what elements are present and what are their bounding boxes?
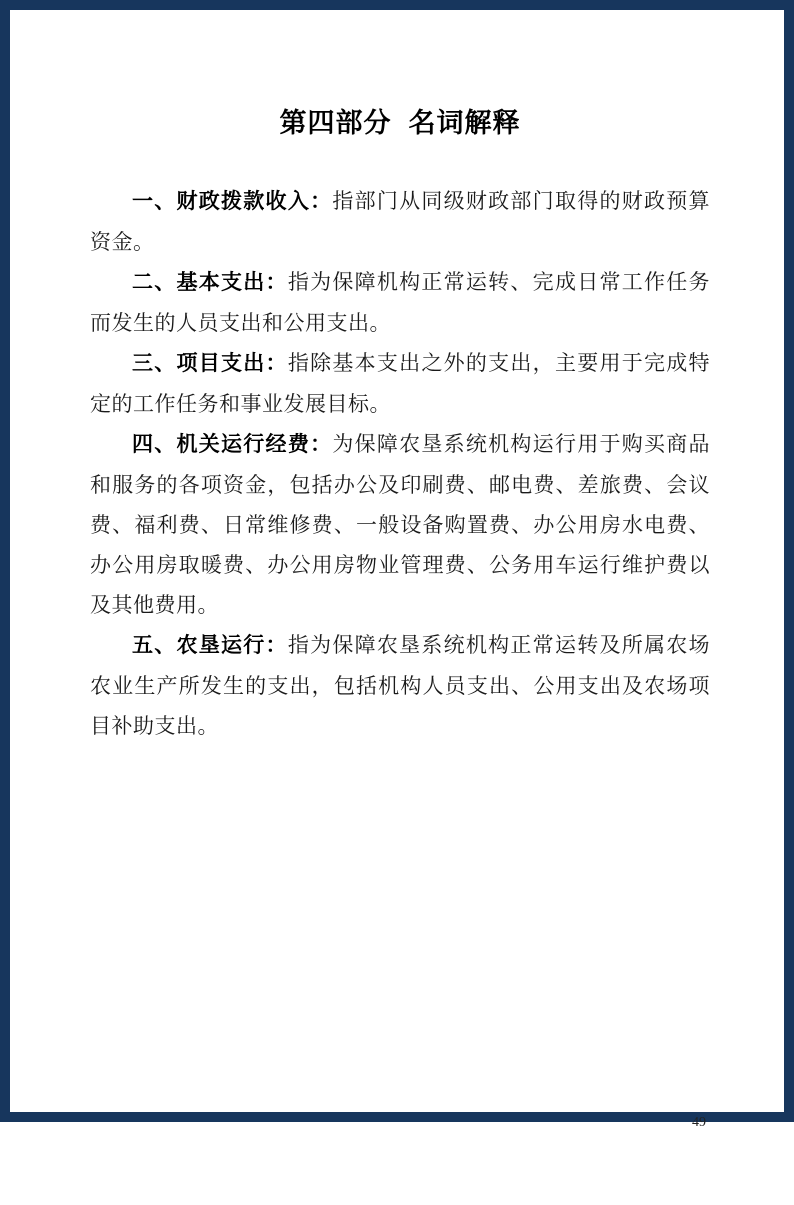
term-label-2: 二、基本支出： <box>132 271 288 294</box>
page-number: 49 <box>692 1115 706 1130</box>
term-paragraph-3 <box>90 343 710 424</box>
page-content-area <box>10 103 784 1205</box>
term-paragraph-1 <box>90 181 710 262</box>
page-title: 第四部分 名词解释 <box>279 108 521 138</box>
term-label-1: 一、财政拨款收入： <box>132 190 333 213</box>
term-definition-1: 指部门从同级财政部门取得的财政预算资金。 <box>90 189 711 254</box>
term-definition-4: 为保障农垦系统机构运行用于购买商品和服务的各项资金，包括办公及印刷费、邮电费、差旅费、会议费、福利费、日常维修费、一般设备购置费、办公用房水电费、办公用房取暖费、办公用房物业管理费、公务用车运行维护费以及其他费用。 <box>90 432 711 617</box>
term-paragraph-4 <box>90 424 710 625</box>
term-label-3: 三、项目支出： <box>132 352 288 375</box>
term-label-5: 五、农垦运行： <box>132 634 288 657</box>
term-label-4: 四、机关运行经费： <box>132 433 333 456</box>
term-paragraph-2 <box>90 262 710 343</box>
term-definition-5: 指为保障农垦系统机构正常运转及所属农场农业生产所发生的支出，包括机构人员支出、公用支出及农场项目补助支出。 <box>90 633 711 738</box>
term-definition-3: 指除基本支出之外的支出，主要用于完成特定的工作任务和事业发展目标。 <box>90 351 711 416</box>
term-definition-2: 指为保障机构正常运转、完成日常工作任务而发生的人员支出和公用支出。 <box>90 270 711 335</box>
term-paragraph-5 <box>90 625 710 746</box>
definitions-body <box>90 181 710 746</box>
